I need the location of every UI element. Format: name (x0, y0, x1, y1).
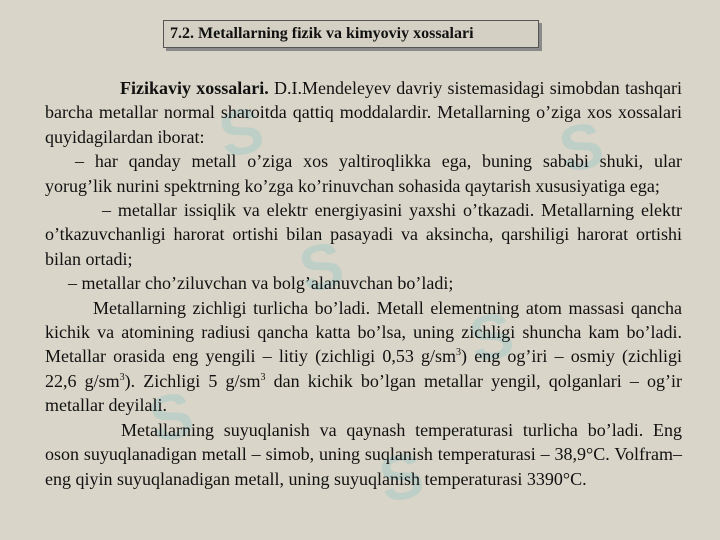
document-body (45, 76, 682, 491)
watermark-letter: S (142, 377, 200, 457)
paragraph-density (45, 296, 682, 418)
watermark-letter: S (372, 437, 430, 517)
section-title (163, 20, 539, 48)
watermark-letter: S (292, 227, 350, 307)
paragraph-text: D.I.Mendeleyev davriy sistemasidagi simobdan tashqari barcha metallar normal sharoitda qattiq moddalardir. Metallarning o’ziga xos xossalari quyidagilardan iborat: (45, 78, 682, 147)
paragraph-conductivity: – metallar issiqlik va elektr energiyasini yaxshi o’tkazadi. Metallarning elektr o’tkazuvchanligi harorat ortishi bilan pasayadi va aksincha, qarshiligi harorat ortishi bilan ortadi; (45, 200, 682, 269)
density-text-a: Metallarning zichligi turlicha bo’ladi. Metall elementning atom massasi qancha kichik va atomining radiusi qancha katta bo’lsa, uning zichligi shuncha kam bo’ladi. Metallar orasida eng yengili – litiy (zichligi 0,53 g/sm (45, 297, 682, 367)
section-title-text: 7.2. Metallarning fizik va kimyoviy xossalari (170, 25, 474, 42)
paragraph-heading: Fizikaviy xossalari. (120, 78, 269, 98)
density-text-d: dan kichik bo’lgan metallar yengil, qolganlari – og’ir metallar deyilali. (45, 370, 682, 416)
paragraph-physical-properties (45, 76, 682, 149)
superscript: 3 (119, 371, 125, 383)
density-text-b: ) eng og’iri – osmiy (zichligi 22,6 g/sm (45, 346, 682, 391)
density-text-c: ). Zichligi 5 g/sm (124, 370, 261, 391)
paragraph-ductility: – metallar cho’ziluvchan va bolg’alanuvchan bo’ladi; (68, 273, 454, 294)
paragraph-melting: Metallarning suyuqlanish va qaynash temperaturasi turlicha bo’ladi. Eng oson suyuqlanadigan metall – simob, uning suqlanish temperaturasi – 38,9°C. Volfram– eng qiyin suyuqlanadigan metall, uning suyuqlanish temperaturasi 3390°C. (45, 419, 682, 489)
superscript: 3 (260, 371, 266, 383)
watermark-letter: S (212, 92, 270, 172)
watermark-letter: S (462, 297, 520, 377)
superscript: 3 (456, 347, 462, 359)
paragraph-luster: – har qanday metall o’ziga xos yaltiroqlikka ega, buning sababi shuki, ular yorug’lik nurini spektrning ko’zga ko’rinuvchan sohasida qaytarish xususiyatiga ega; (45, 151, 682, 196)
watermark-letter: S (552, 107, 610, 187)
